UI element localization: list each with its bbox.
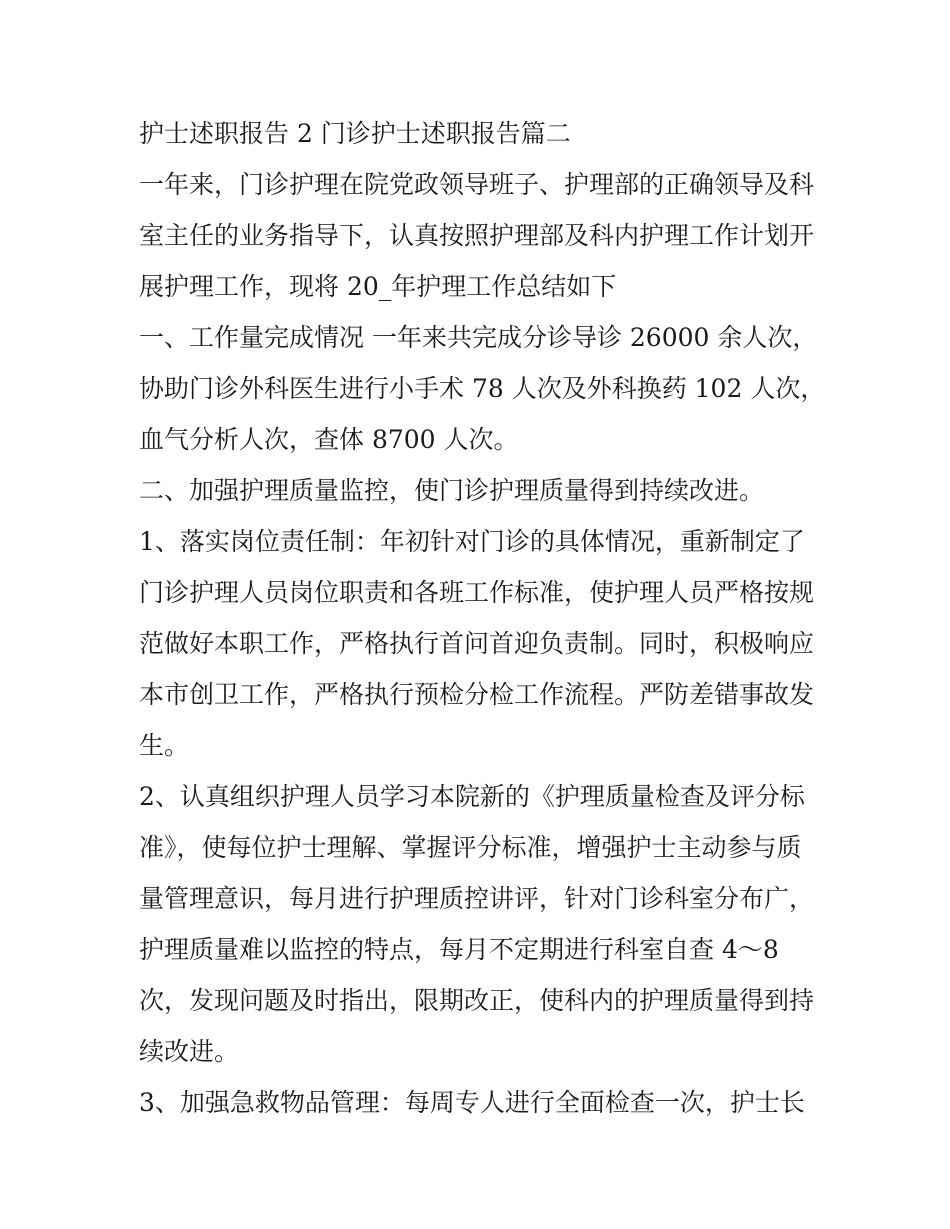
paragraph-line: 血气分析人次，查体 8700 人次。: [139, 425, 519, 454]
paragraph-line: 协助门诊外科医生进行小手术 78 人次及外科换药 102 人次，: [139, 374, 826, 403]
paragraph-line: 量管理意识，每月进行护理质控讲评，针对门诊科室分布广，: [139, 884, 815, 913]
paragraph-line: 生。: [139, 731, 190, 760]
paragraph-line: 范做好本职工作，严格执行首问首迎负责制。同时，积极响应: [139, 629, 815, 658]
section-heading: 二、加强护理质量监控，使门诊护理质量得到持续改进。: [139, 476, 765, 505]
paragraph-line: 本市创卫工作，严格执行预检分检工作流程。严防差错事故发: [139, 680, 815, 709]
document-title: 护士述职报告 2 门诊护士述职报告篇二: [139, 119, 571, 148]
paragraph-line: 室主任的业务指导下，认真按照护理部及科内护理工作计划开: [139, 221, 815, 250]
paragraph-line: 1、落实岗位责任制：年初针对门诊的具体情况，重新制定了: [139, 527, 805, 556]
paragraph-line: 次，发现问题及时指出，限期改正，使科内的护理质量得到持: [139, 986, 815, 1015]
paragraph-line: 护理质量难以监控的特点，每月不定期进行科室自查 4～8: [139, 935, 779, 964]
paragraph-line: 门诊护理人员岗位职责和各班工作标准，使护理人员严格按规: [139, 578, 815, 607]
paragraph-line: 2、认真组织护理人员学习本院新的《护理质量检查及评分标: [139, 782, 805, 811]
paragraph-line: 准》，使每位护士理解、掌握评分标准，增强护士主动参与质: [139, 833, 802, 862]
paragraph-line: 展护理工作，现将 20_年护理工作总结如下: [139, 272, 617, 301]
paragraph-line: 续改进。: [139, 1037, 240, 1066]
paragraph-line: 3、加强急救物品管理：每周专人进行全面检查一次，护士长: [139, 1088, 805, 1117]
paragraph-line: 一、工作量完成情况 一年来共完成分诊导诊 26000 余人次，: [139, 323, 818, 352]
paragraph-line: 一年来，门诊护理在院党政领导班子、护理部的正确领导及科: [139, 170, 815, 199]
document-body: [139, 108, 829, 1128]
